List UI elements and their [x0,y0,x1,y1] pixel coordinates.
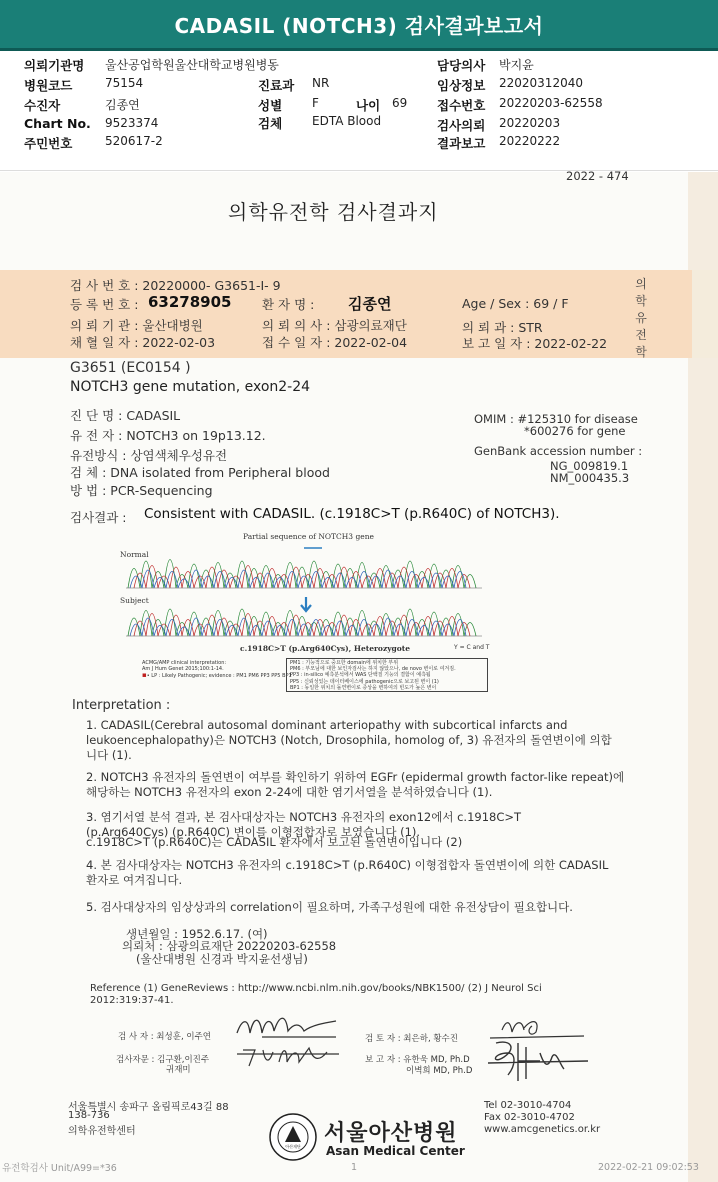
footer-page: 1 [351,1162,358,1173]
doctor-value: 박지윤 [499,58,534,72]
tester: 검 사 자 : 최성훈, 이주연 [118,1032,211,1042]
tester-signature [232,1005,342,1039]
normal-trace-a [128,560,476,589]
inheritance: 유전방식 : 상염색체우성유전 [70,448,228,463]
acmg-evidence-box [286,658,488,692]
dept-label: 진료과 [258,78,295,93]
report-title: CADASIL (NOTCH3) 검사결과보고서 [174,13,544,38]
mutation-label: c.1918C>T (p.Arg640Cys), Heterozygote [240,644,411,653]
mutation-arrow-icon [301,597,311,611]
hospital-logo [268,1112,465,1166]
diagnosis: 진 단 명 : CADASIL [70,408,181,423]
sequence-chromatogram [118,530,490,660]
age-sex: Age / Sex : 69 / F [462,296,569,311]
acmg-line: Am J Hum Genet 2015;100:1-14. [142,666,224,672]
advisor-signature [235,1040,345,1070]
foundation-seal-icon [268,1112,318,1162]
hospital-value: 울산공업학원울산대학교병원병동 [105,58,279,72]
reporter: 보 고 자 : 유한욱 MD, Ph.D [365,1055,470,1065]
acmg-source [142,660,292,679]
clinical-label: 임상정보 [437,78,486,93]
hospital-label: 의뢰기관명 [24,58,85,73]
specimen-value: EDTA Blood [312,114,382,128]
reviewer: 검 토 자 : 최은하, 황수진 [365,1034,458,1044]
receipt-label: 접수번호 [437,98,486,113]
reg-label: 등 록 번 호 : [70,297,139,312]
advisor-2: 귀재미 [166,1065,191,1075]
patient-label: 수진자 [24,98,61,113]
header-divider [0,48,718,51]
gene: 유 전 자 : NOTCH3 on 19p13.12. [70,428,266,443]
report-date: 보 고 일 자 : 2022-02-22 [462,336,608,351]
doctor-label: 담당의사 [437,58,486,73]
omim-disease: OMIM : #125310 for disease [474,412,638,426]
test-code: G3651 (EC0154 ) [70,360,191,376]
seal-caption: 아산재단 [285,1144,301,1149]
request-label: 검사의뢰 [437,118,486,133]
footer-left: 유전학검사 Unit/A99=*36 [2,1163,117,1174]
logo-korean: 서울아산병원 [324,1121,458,1146]
dept-value: NR [312,76,330,90]
evidence-pp3: PP3 : in-silico 예측분석에서 WAS 단백질 기능의 결함이 예측됨 [290,672,431,679]
doc-patient-name: 김종연 [348,295,392,313]
age-label: 나이 [356,98,381,113]
acmg-line: ACMG/AMP clinical interpretation: [142,660,227,666]
genbank-label: GenBank accession number : [474,444,643,458]
lp-bullet-icon: ▪ [142,671,147,679]
interp-3b: c.1918C>T (p.R640C)는 CADASIL 환자에서 보고된 돌연변이입니다 (2) [86,835,463,849]
evidence-bp1: BP1 : 동일한 위치의 돌연변이로 증상을 변하여의 빈도가 높은 변이 [290,684,437,691]
ng-accession: NG_009819.1 [550,459,629,473]
patient-band-edge [692,270,718,358]
interp-1: 1. CADASIL(Cerebral autosomal dominant arteriopathy with subcortical infarcts and leukoencephalopathy)은 NOTCH3 (Notch, Drosophila, homolog of, 3) 유전자의 돌연변이에 의합니다 (1). [86,718,612,762]
rrn-label: 주민번호 [24,136,73,151]
sex-label: 성별 [258,98,283,113]
specimen: 검 체 : DNA isolated from Peripheral blood [70,465,330,480]
chart-label: Chart No. [24,116,91,131]
evidence-pm1: PM1 : 기능적으로 중요한 domain에 위치한 부위 [290,660,399,666]
interp-4: 4. 본 검사대상자는 NOTCH3 유전자의 c.1918C>T (p.R640C) 이형접합자 돌연변이에 의한 CADASIL 환자로 여겨집니다. [86,858,609,887]
address-2: 138-736 [68,1110,110,1121]
requester-detail: (울산대병원 신경과 박지윤선생님) [136,952,308,966]
advisor: 검사자문 : 김구환,이진주 [116,1055,210,1065]
report-header [0,0,718,48]
subject-label: Subject [120,596,149,605]
normal-label: Normal [120,550,149,559]
request-value: 20220203 [499,116,561,130]
result-text: Consistent with CADASIL. (c.1918C>T (p.R640C) of NOTCH3). [144,506,560,522]
y-code-label: Y = C and T [454,644,490,651]
report-label: 결과보고 [437,136,486,151]
subject-trace-a [128,609,476,636]
side-char: 학 [635,294,647,308]
reg-no: 63278905 [148,293,232,311]
side-char: 전 [635,328,647,342]
req-inst: 의 뢰 기 관 : 울산대병원 [70,318,203,333]
test-name: NOTCH3 gene mutation, exon2-24 [70,379,311,395]
dob: 생년월일 : 1952.6.17. (여) [126,927,268,941]
collect-date: 채 혈 일 자 : 2022-02-03 [70,335,216,350]
receipt-value: 20220203-62558 [499,96,603,110]
specimen-label: 검체 [258,116,283,131]
side-char: 의 [635,277,647,291]
reporter-2: 이벽희 MD, Ph.D [406,1066,473,1076]
rrn-value: 520617-2 [105,134,163,148]
address-1: 서울특별시 송파구 올림픽로43길 88 [68,1102,229,1113]
requester: 의뢰처 : 삼광의료재단 20220203-62558 [122,939,337,953]
acmg-lp [142,672,292,679]
req-dept: 의 뢰 과 : STR [462,320,543,335]
code-label: 병원코드 [24,78,73,93]
tel: Tel 02-3010-4704 [484,1100,572,1111]
side-vertical-text [634,276,648,361]
interp-5: 5. 검사대상자의 임상상과의 correlation이 필요하며, 가족구성원에 대한 유전상담이 필요합니다. [86,900,573,914]
evidence-pp5: PP5 : 신뢰성있는 데이터베이스에 pathogenic으로 보고된 변이 (1) [290,678,439,685]
chrom-title: Partial sequence of NOTCH3 gene [243,532,374,541]
address-3: 의학유전학센터 [68,1126,136,1137]
clinical-value: 22020312040 [499,76,583,90]
omim-gene: *600276 for gene [524,424,626,438]
fax: Fax 02-3010-4702 [484,1112,575,1123]
side-char: 유 [635,311,647,325]
interpretation-title: Interpretation : [72,698,171,713]
footer-right: 2022-02-21 09:02:53 [598,1162,699,1173]
acmg-box [142,658,492,694]
interp-3a: 3. 염기서열 분석 결과, 본 검사대상자는 NOTCH3 유전자의 exon12에서 c.1918C>T (p.Arg640Cys) (p.R640C) 변이를 이형접합자로 보였습니다 (1). [86,810,522,839]
age-value: 69 [392,96,408,110]
side-char: 학 [635,345,647,359]
chart-value: 9523374 [105,116,159,130]
reference: Reference (1) GeneReviews : http://www.ncbi.nlm.nih.gov/books/NBK1500/ (2) J Neurol Sci 2012:319:37-41. [90,983,542,1006]
exam-no: 검 사 번 호 : 20220000- G3651-I- 9 [70,278,281,293]
patient-value: 김종연 [105,98,140,112]
report-value: 20220222 [499,134,561,148]
website: www.amcgenetics.or.kr [484,1124,601,1135]
nm-accession: NM_000435.3 [550,471,630,485]
doc-patient-label: 환 자 명 : [262,297,315,312]
doc-serial: 2022 - 474 [566,169,629,183]
logo-english: Asan Medical Center [326,1144,465,1158]
code-value: 75154 [105,76,144,90]
reporter-signature [482,1035,592,1085]
acmg-lp-text: • LP : Likely Pathogenic; evidence : PM1 PM6 PP3 PP5 BP1 [146,673,292,679]
result-label: 검사결과 : [70,510,127,525]
sex-value: F [312,96,319,110]
method: 방 법 : PCR-Sequencing [70,483,213,498]
req-doc: 의 뢰 의 사 : 삼광의료재단 [262,318,407,333]
trace-svg [118,542,490,654]
evidence-pm6: PM6 : 부모님에 대한 보인자검사는 하지 않았으나, de novo 변이로 여겨짐. [290,666,456,673]
receipt-date: 접 수 일 자 : 2022-02-04 [262,335,408,350]
doc-title: 의학유전학 검사결과지 [228,200,439,224]
interp-2: 2. NOTCH3 유전자의 돌연변이 여부를 확인하기 위하여 EGFr (epidermal growth factor-like repeat)에 해당하는 NOTCH3 유전자의 exon 2-24에 대한 염기서열을 분석하였습니다 (1). [86,770,625,799]
